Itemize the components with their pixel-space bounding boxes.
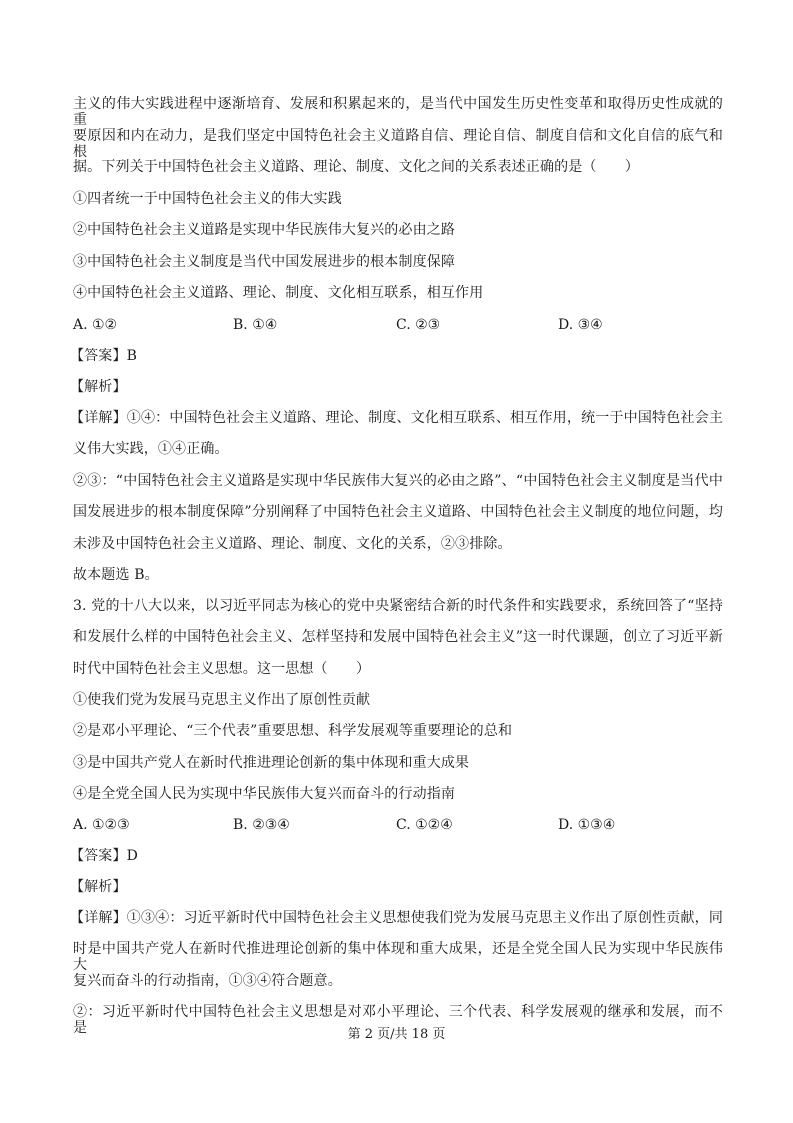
- q2-stem-line-2: 要原因和内在动力，是我们坚定中国特色社会主义道路自信、理论自信、制度自信和文化自信的底气和根: [73, 128, 723, 160]
- q2-statement-1: ①四者统一于中国特色社会主义的伟大实践: [73, 191, 342, 207]
- q3-analysis-line-2: 时是中国共产党人在新时代推进理论创新的集中体现和重大成果，还是全党全国人民为实现中华民族伟大: [73, 941, 723, 973]
- q2-statement-2: ②中国特色社会主义道路是实现中华民族伟大复兴的必由之路: [73, 222, 456, 238]
- q2-analysis-line-5: 未涉及中国特色社会主义道路、理论、制度、文化的关系，②③排除。: [73, 536, 512, 552]
- q3-analysis-line-4: ②：习近平新时代中国特色社会主义思想是对邓小平理论、三个代表、科学发展观的继承和发展，而不是: [73, 1004, 723, 1036]
- q3-option-a: A. ①②③: [73, 817, 130, 833]
- q3-answer: 【答案】D: [70, 848, 138, 864]
- page-number-footer: 第 2 页/共 18 页: [347, 1027, 446, 1042]
- q2-analysis-line-2: 义伟大实践，①④正确。: [73, 441, 229, 457]
- q2-option-a: A. ①②: [73, 317, 118, 333]
- q3-analysis-line-3: 复兴而奋斗的行动指南，①③④符合题意。: [73, 973, 342, 989]
- q3-analysis-line-1: 【详解】①③④：习近平新时代中国特色社会主义思想使我们党为发展马克思主义作出了原创性贡献，同: [70, 910, 723, 926]
- q2-option-d: D. ③④: [558, 317, 603, 333]
- q2-analysis-line-6: 故本题选 B。: [73, 567, 159, 583]
- q2-answer: 【答案】B: [70, 348, 138, 364]
- q2-option-c: C. ②③: [396, 317, 441, 333]
- q3-stem-line-3: 时代中国特色社会主义思想。这一思想（ ）: [73, 661, 371, 677]
- q2-analysis-line-3: ②③：“中国特色社会主义道路是实现中华民族伟大复兴的必由之路”、“中国特色社会主义制度是当代中: [73, 473, 723, 489]
- q2-options: [73, 317, 723, 333]
- q3-statement-3: ③是中国共产党人在新时代推进理论创新的集中体现和重大成果: [73, 755, 470, 771]
- q3-option-c: C. ①②④: [396, 817, 453, 833]
- q3-stem-line-2: 和发展什么样的中国特色社会主义、怎样坚持和发展中国特色社会主义”这一时代课题，创立了习近平新: [73, 629, 723, 645]
- q2-option-b: B. ①④: [233, 317, 278, 333]
- q3-stem-line-1: 3. 党的十八大以来，以习近平同志为核心的党中央紧密结合新的时代条件和实践要求，系统回答了“坚持: [73, 598, 723, 614]
- q2-stem-line-1: 主义的伟大实践进程中逐渐培育、发展和积累起来的，是当代中国发生历史性变革和取得历史性成就的重: [73, 96, 723, 128]
- q2-stem-line-3: 据。下列关于中国特色社会主义道路、理论、制度、文化之间的关系表述正确的是（ ）: [73, 159, 639, 175]
- q2-analysis-title: 【解析】: [70, 379, 127, 395]
- q3-options: [73, 817, 723, 833]
- q3-statement-1: ①使我们党为发展马克思主义作出了原创性贡献: [73, 692, 371, 708]
- q2-analysis-line-1: 【详解】①④：中国特色社会主义道路、理论、制度、文化相互联系、相互作用，统一于中国特色社会主: [70, 410, 723, 426]
- q2-statement-3: ③中国特色社会主义制度是当代中国发展进步的根本制度保障: [73, 254, 456, 270]
- q2-statement-4: ④中国特色社会主义道路、理论、制度、文化相互联系，相互作用: [73, 285, 484, 301]
- q3-option-d: D. ①③④: [558, 817, 616, 833]
- q3-statement-2: ②是邓小平理论、“三个代表”重要思想、科学发展观等重要理论的总和: [73, 723, 513, 739]
- q3-option-b: B. ②③④: [233, 817, 290, 833]
- q3-analysis-title: 【解析】: [70, 879, 127, 895]
- q2-analysis-line-4: 国发展进步的根本制度保障”分别阐释了中国特色社会主义道路、中国特色社会主义制度的地位问题，均: [73, 504, 723, 520]
- q3-statement-4: ④是全党全国人民为实现中华民族伟大复兴而奋斗的行动指南: [73, 786, 456, 802]
